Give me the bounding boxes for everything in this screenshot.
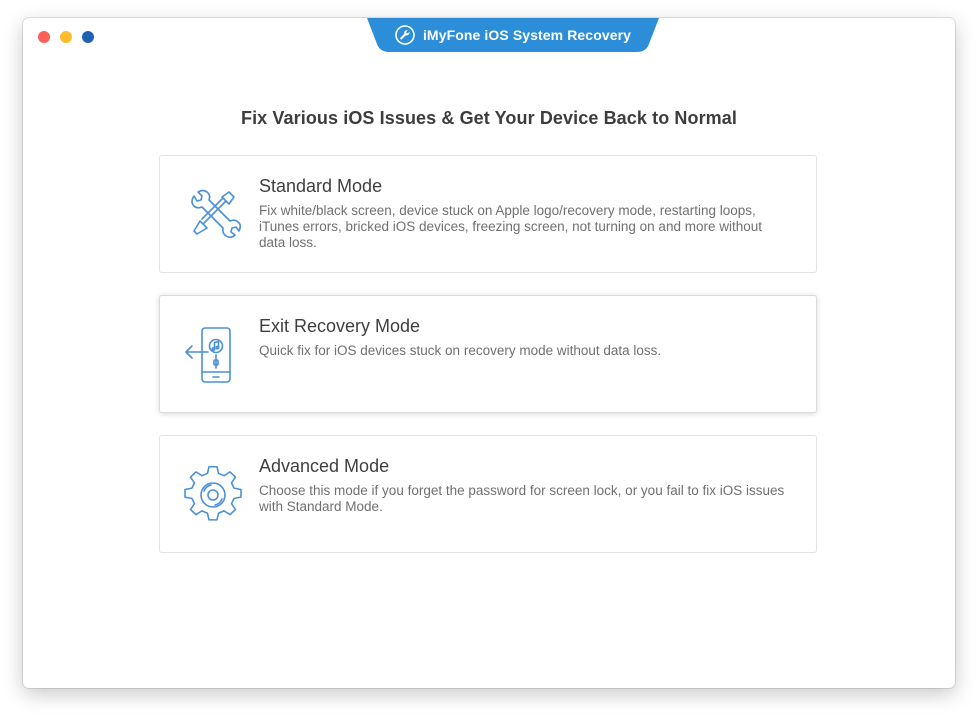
exit-recovery-mode-card[interactable] <box>159 295 817 413</box>
window-controls <box>38 31 94 43</box>
advanced-mode-title: Advanced Mode <box>259 456 390 476</box>
exit-recovery-mode-title: Exit Recovery Mode <box>259 316 421 336</box>
gear-icon <box>182 464 244 526</box>
app-title-tab <box>367 18 659 52</box>
wrench-icon <box>395 25 415 45</box>
minimize-window-button[interactable] <box>60 31 72 43</box>
close-window-button[interactable] <box>38 31 50 43</box>
standard-mode-description: Fix white/black screen, device stuck on Apple logo/recovery mode, restarting loops, iTunes errors, bricked iOS devices, freezing screen, not turning on and more without data loss. <box>259 203 762 250</box>
tools-icon <box>182 184 244 246</box>
page-headline: Fix Various iOS Issues & Get Your Device Back to Normal <box>240 108 738 128</box>
advanced-mode-card[interactable] <box>159 435 817 553</box>
phone-exit-icon <box>182 324 244 386</box>
maximize-window-button[interactable] <box>82 31 94 43</box>
standard-mode-card[interactable] <box>159 155 817 273</box>
exit-recovery-mode-description: Quick fix for iOS devices stuck on recovery mode without data loss. <box>259 343 662 358</box>
app-title: iMyFone iOS System Recovery <box>422 27 632 43</box>
standard-mode-title: Standard Mode <box>259 176 383 196</box>
advanced-mode-description: Choose this mode if you forget the password for screen lock, or you fail to fix iOS issues with Standard Mode. <box>259 483 785 514</box>
app-window <box>23 18 955 688</box>
